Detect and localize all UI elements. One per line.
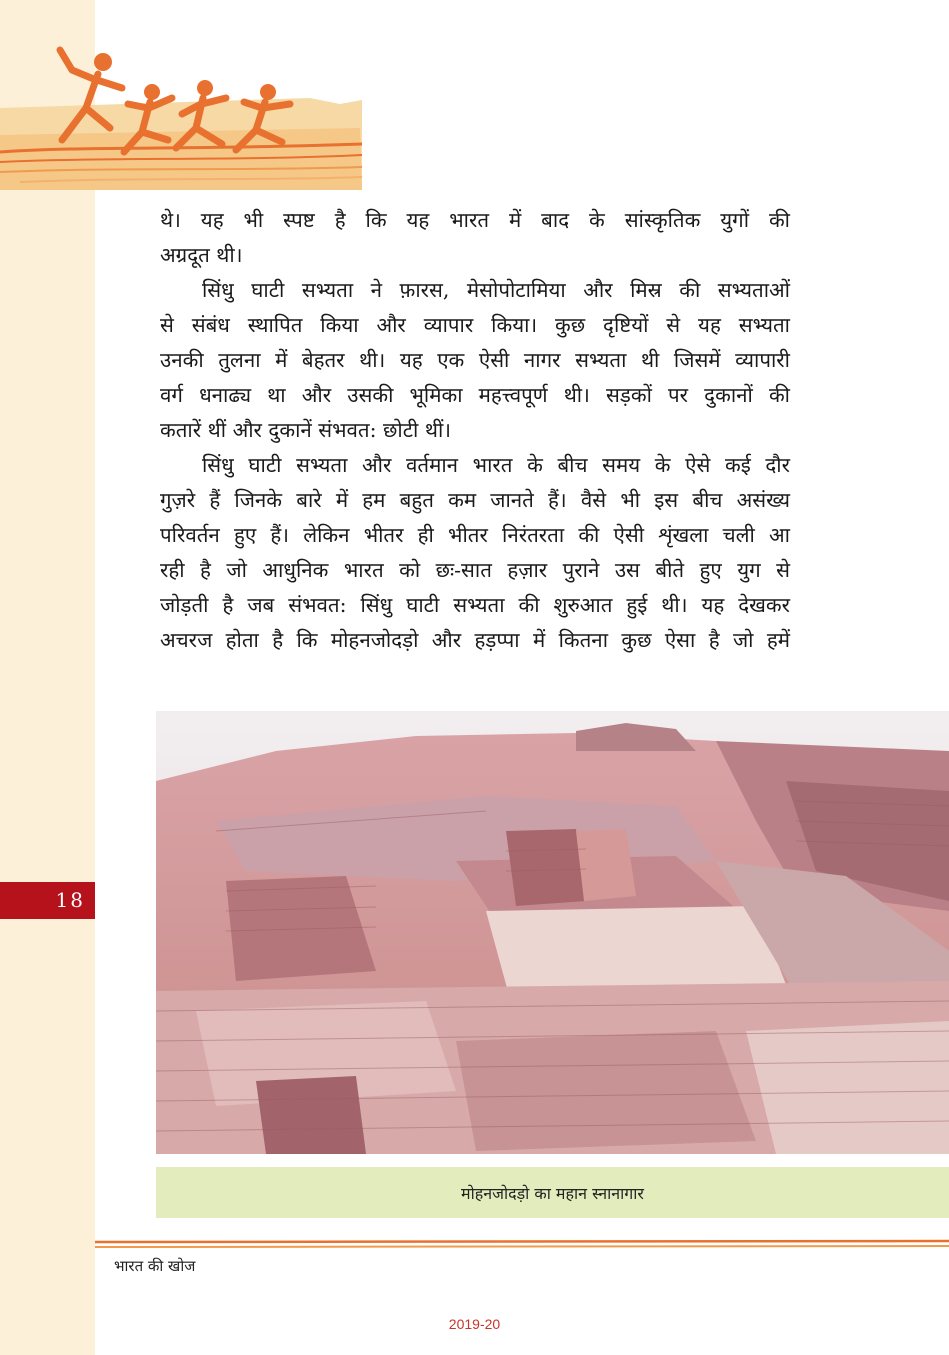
body-text — [160, 203, 790, 658]
footer-decorative-rule — [95, 1238, 949, 1252]
text-line: सिंधु घाटी सभ्यता और वर्तमान भारत के बीच समय के ऐसे कई दौर — [202, 453, 790, 477]
photo-caption — [156, 1167, 949, 1218]
edition-year: 2019-20 — [448, 1316, 501, 1332]
text-line: जोड़ती है जब संभवत: सिंधु घाटी सभ्यता की शुरुआत हुई थी। यह देखकर — [160, 593, 790, 617]
text-line: थे। यह भी स्पष्ट है कि यह भारत में बाद के सांस्कृतिक युगों की — [160, 208, 790, 232]
caption-text: मोहनजोदड़ो का महान स्नानागार — [461, 1183, 644, 1203]
text-line: सिंधु घाटी सभ्यता ने फ़ारस, मेसोपोटामिया और मिस्र की सभ्यताओं — [202, 278, 790, 302]
margin-band — [0, 0, 95, 1355]
great-bath-photo — [156, 711, 949, 1154]
page-number: 18 — [0, 882, 95, 919]
text-line: अचरज होता है कि मोहनजोदड़ो और हड़प्पा में कितना कुछ ऐसा है जो हमें — [160, 628, 790, 652]
text-line: वर्ग धनाढ्य था और उसकी भूमिका महत्त्वपूर्ण थी। सड़कों पर दुकानों की — [160, 383, 790, 407]
running-figures-header — [0, 40, 362, 190]
text-line: कतारें थीं और दुकानें संभवत: छोटी थीं। — [160, 418, 452, 442]
text-line: परिवर्तन हुए हैं। लेकिन भीतर ही भीतर निरंतरता की ऐसी शृंखला चली आ — [160, 523, 790, 547]
text-line: रही है जो आधुनिक भारत को छः-सात हज़ार पुराने उस बीते हुए युग से — [160, 558, 790, 582]
text-line: गुज़रे हैं जिनके बारे में हम बहुत कम जानते हैं। वैसे भी इस बीच असंख्य — [160, 488, 790, 512]
book-title: भारत की खोज — [114, 1257, 196, 1275]
text-line: उनकी तुलना में बेहतर थी। यह एक ऐसी नागर सभ्यता थी जिसमें व्यापारी — [160, 348, 790, 372]
text-line: से संबंध स्थापित किया और व्यापार किया। कुछ दृष्टियों से यह सभ्यता — [160, 313, 790, 337]
text-line: अग्रदूत थी। — [160, 243, 243, 267]
